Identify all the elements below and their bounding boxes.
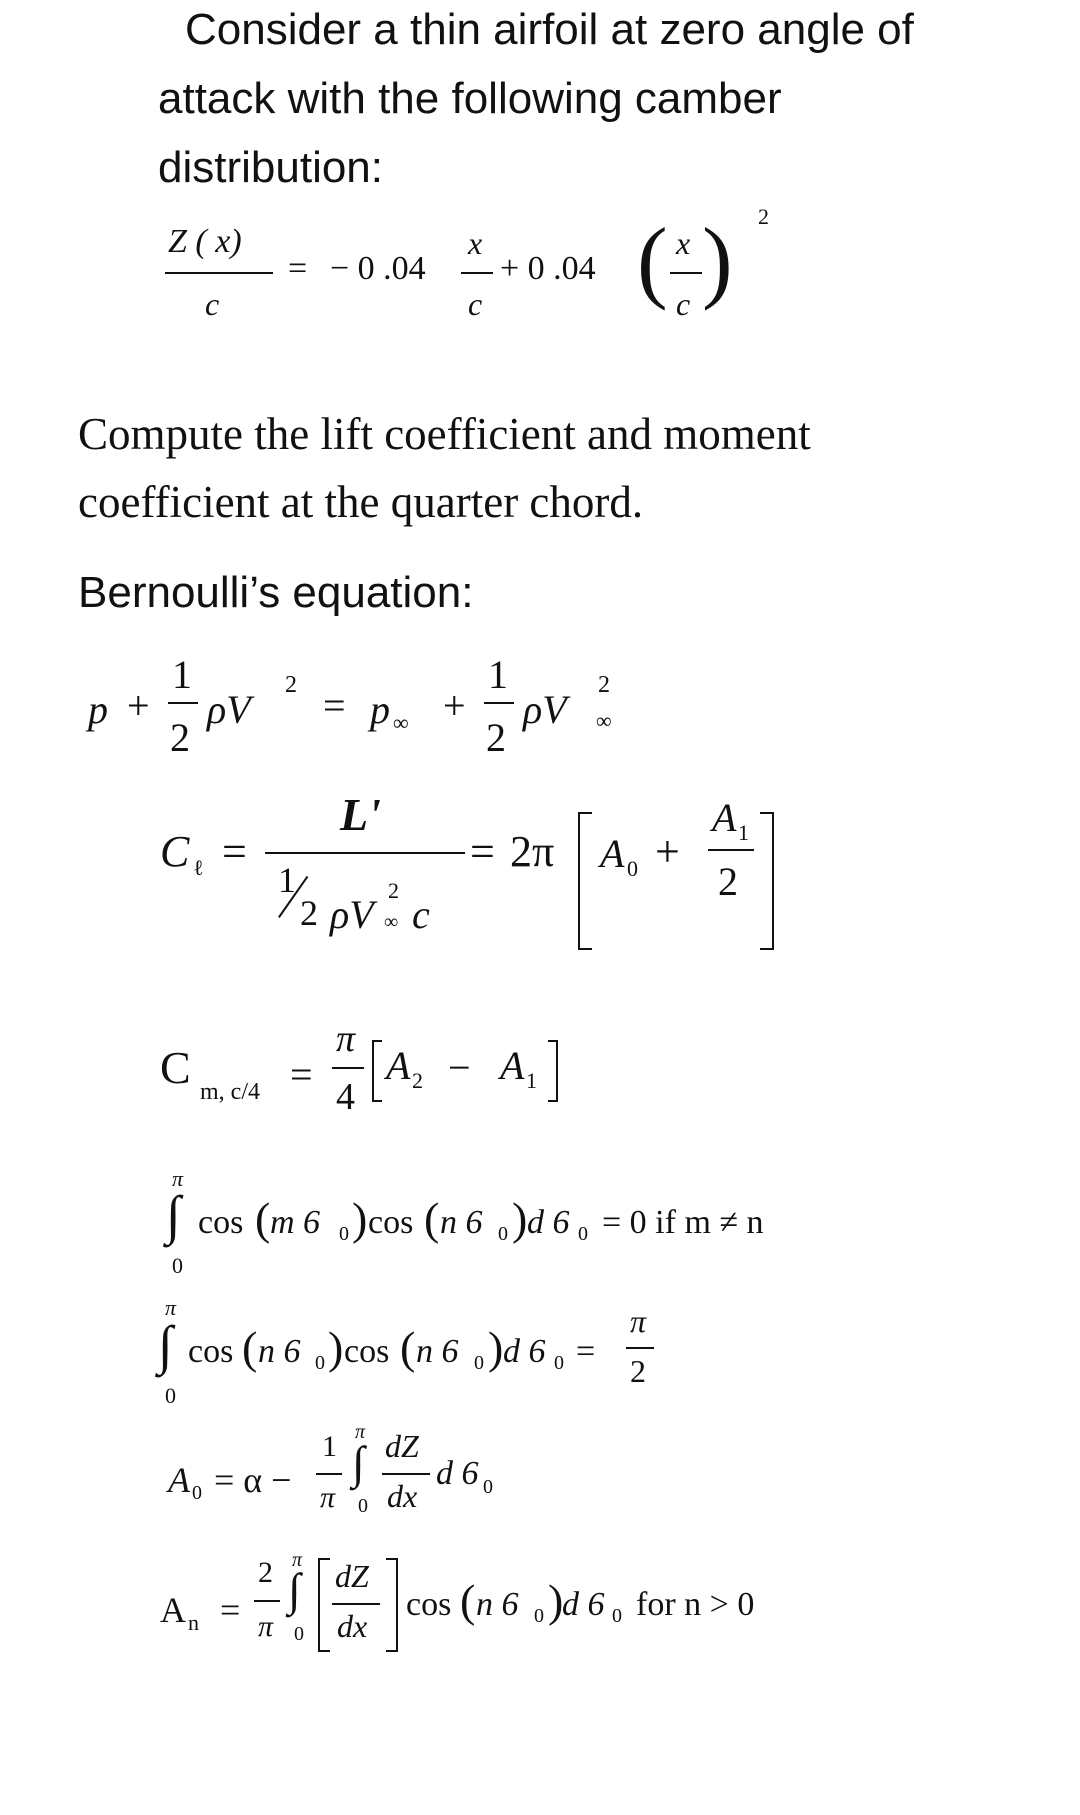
ortho1-paren-close-a: ) xyxy=(352,1193,368,1244)
cl-rho-v: ρV xyxy=(330,892,374,937)
an-dz-dx-bar xyxy=(332,1603,380,1605)
ortho1-sub-3: 0 xyxy=(578,1223,588,1245)
ortho2-sub-2: 0 xyxy=(474,1352,484,1374)
camber-lhs-denominator: c xyxy=(205,286,220,322)
cl-a1: A xyxy=(712,795,737,840)
camber-x-numerator: x xyxy=(468,225,483,261)
an-two-over-pi-bar xyxy=(254,1600,280,1602)
cm-fraction-bar xyxy=(332,1067,364,1069)
cl-subscript: ℓ xyxy=(193,855,204,880)
camber-x-fraction-bar xyxy=(461,272,493,274)
ortho2-n-theta-2: n 6 xyxy=(416,1333,459,1370)
ortho1-cos-a: cos xyxy=(198,1204,244,1241)
cl-symbol: C xyxy=(160,827,190,876)
cl-plus: + xyxy=(655,827,680,876)
ortho2-paren-close-a: ) xyxy=(328,1322,344,1373)
cl-two-pi: 2π xyxy=(510,827,555,876)
camber-left-paren: ( xyxy=(637,209,668,311)
a0-lower-limit: 0 xyxy=(358,1495,368,1517)
ortho1-d-theta: d 6 xyxy=(527,1204,570,1241)
a0-one: 1 xyxy=(322,1430,337,1463)
ortho2-d-theta: d 6 xyxy=(503,1333,546,1370)
ortho1-paren-close-b: ) xyxy=(512,1193,528,1244)
a0-upper-limit: π xyxy=(355,1421,366,1443)
camber-exponent: 2 xyxy=(758,204,769,229)
cl-den-c: c xyxy=(412,892,430,937)
bernoulli-half-1-bar xyxy=(168,702,198,704)
bernoulli-plus-2: + xyxy=(443,683,466,728)
ortho1-paren-open-b: ( xyxy=(424,1193,440,1244)
cm-pi: π xyxy=(336,1018,356,1060)
camber-paren-x-numerator: x xyxy=(676,225,691,261)
ortho1-m-theta: m 6 xyxy=(270,1204,321,1241)
ortho2-cos-b: cos xyxy=(344,1333,390,1370)
an-right-bracket xyxy=(386,1558,398,1652)
ortho2-sub-3: 0 xyxy=(554,1352,564,1374)
cm-a2-subscript: 2 xyxy=(412,1068,423,1093)
ortho1-lower-limit: 0 xyxy=(172,1253,183,1278)
a0-dz: dZ xyxy=(385,1428,419,1464)
bernoulli-inf-sub-1: ∞ xyxy=(393,710,409,735)
cl-equals-2: = xyxy=(470,827,495,876)
an-lower-limit: 0 xyxy=(294,1623,304,1645)
cm-left-bracket xyxy=(372,1040,382,1102)
camber-right-paren: ) xyxy=(702,209,733,311)
ortho2-lower-limit: 0 xyxy=(165,1383,176,1408)
bernoulli-rho-v-1: ρV xyxy=(207,687,251,732)
bernoulli-square-2: 2 xyxy=(598,672,610,698)
an-condition: for n > 0 xyxy=(636,1586,755,1623)
camber-x-denominator: c xyxy=(468,286,483,322)
cl-fraction-bar xyxy=(265,852,465,854)
a0-d-theta: d 6 xyxy=(436,1455,479,1492)
cm-four: 4 xyxy=(336,1076,355,1118)
cl-right-bracket xyxy=(760,812,774,950)
ortho1-paren-open-a: ( xyxy=(255,1193,271,1244)
an-symbol: A xyxy=(160,1590,186,1630)
a0-one-over-pi-bar xyxy=(316,1473,342,1475)
ortho2-cos-a: cos xyxy=(188,1333,234,1370)
an-integral-sign: ∫ xyxy=(288,1564,301,1615)
a0-subscript: 0 xyxy=(192,1482,202,1504)
an-subscript: n xyxy=(188,1610,199,1635)
ortho2-paren-close-b: ) xyxy=(488,1322,504,1373)
bernoulli-plus-1: + xyxy=(127,683,150,728)
ortho1-upper-limit: π xyxy=(172,1166,184,1191)
an-pi: π xyxy=(258,1610,274,1643)
ortho1-result: = 0 if m ≠ n xyxy=(602,1204,764,1241)
intro-line-2: attack with the following camber xyxy=(158,74,782,123)
an-d-theta: d 6 xyxy=(562,1586,605,1623)
ortho2-pi: π xyxy=(630,1303,647,1339)
cl-den-square: 2 xyxy=(388,878,399,903)
an-paren-open: ( xyxy=(460,1575,476,1626)
cl-a1-denominator: 2 xyxy=(718,859,738,904)
cm-a1-subscript: 1 xyxy=(526,1068,537,1093)
bernoulli-square-1: 2 xyxy=(285,672,297,698)
an-left-bracket xyxy=(318,1558,330,1652)
cl-a0: A xyxy=(600,831,625,876)
bernoulli-heading: Bernoulli’s equation: xyxy=(78,568,474,617)
cm-symbol: C xyxy=(160,1042,191,1093)
a0-integral-sign: ∫ xyxy=(352,1437,365,1488)
bernoulli-inf-sub-2: ∞ xyxy=(596,708,612,733)
an-paren-close: ) xyxy=(548,1575,564,1626)
intro-line-3: distribution: xyxy=(158,143,384,192)
cm-subscript: m, c/4 xyxy=(200,1079,260,1105)
ortho1-sub-1: 0 xyxy=(339,1223,349,1245)
ortho2-n-theta: n 6 xyxy=(258,1333,301,1370)
camber-lhs-fraction-bar xyxy=(165,272,273,274)
cm-right-bracket xyxy=(548,1040,558,1102)
bernoulli-p-inf: p xyxy=(370,687,390,732)
an-n-theta: n 6 xyxy=(476,1586,519,1623)
cm-minus: − xyxy=(448,1045,471,1090)
an-dx: dx xyxy=(337,1608,368,1644)
camber-plus-coef-2: + 0 .04 xyxy=(500,250,596,287)
cl-a1-subscript: 1 xyxy=(738,820,749,845)
an-cos: cos xyxy=(406,1586,452,1623)
cl-equals-1: = xyxy=(222,827,247,876)
ortho2-sub-1: 0 xyxy=(315,1352,325,1374)
camber-equals: = xyxy=(288,250,308,287)
bernoulli-half-1-denominator: 2 xyxy=(170,715,190,760)
ortho2-fraction-bar xyxy=(626,1347,654,1349)
an-upper-limit: π xyxy=(292,1549,303,1571)
cl-half-denominator: 2 xyxy=(300,893,318,933)
an-two: 2 xyxy=(258,1556,273,1589)
an-equals: = xyxy=(220,1590,241,1630)
ortho1-sub-2: 0 xyxy=(498,1223,508,1245)
bernoulli-half-2-bar xyxy=(484,702,514,704)
a0-dz-dx-bar xyxy=(382,1473,430,1475)
ortho2-upper-limit: π xyxy=(165,1295,177,1320)
a0-symbol: A xyxy=(168,1460,190,1500)
bernoulli-equals: = xyxy=(323,683,346,728)
task-line-2: coefficient at the quarter chord. xyxy=(78,477,644,527)
bernoulli-p: p xyxy=(88,687,108,732)
ortho2-equals: = xyxy=(576,1333,596,1370)
bernoulli-rho-v-2: ρV xyxy=(523,687,567,732)
a0-rhs: = α − xyxy=(214,1460,292,1500)
ortho2-two: 2 xyxy=(630,1353,646,1389)
cl-a0-subscript: 0 xyxy=(627,856,638,881)
an-sub-2: 0 xyxy=(612,1605,622,1627)
cl-a1-fraction-bar xyxy=(708,849,754,851)
a0-pi: π xyxy=(320,1481,336,1514)
ortho2-paren-open-b: ( xyxy=(400,1322,416,1373)
camber-coef-1: − 0 .04 xyxy=(330,250,426,287)
camber-paren-fraction-bar xyxy=(670,272,702,274)
camber-lhs-numerator: Z ( x) xyxy=(168,223,242,260)
intro-line-1: Consider a thin airfoil at zero angle of xyxy=(185,5,914,54)
ortho1-integral-sign: ∫ xyxy=(166,1185,181,1245)
a0-theta-subscript: 0 xyxy=(483,1476,493,1498)
ortho2-paren-open-a: ( xyxy=(242,1322,258,1373)
cl-lift-numerator: L' xyxy=(340,789,381,840)
cm-a2: A xyxy=(386,1043,411,1088)
cl-half-numerator: 1 xyxy=(278,860,296,900)
an-sub-1: 0 xyxy=(534,1605,544,1627)
cm-equals: = xyxy=(290,1052,313,1097)
ortho1-n-theta: n 6 xyxy=(440,1204,483,1241)
bernoulli-half-1-numerator: 1 xyxy=(172,652,192,697)
cl-left-bracket xyxy=(578,812,592,950)
task-line-1: Compute the lift coefficient and moment xyxy=(78,409,811,459)
an-dz: dZ xyxy=(335,1558,369,1594)
bernoulli-half-2-numerator: 1 xyxy=(488,652,508,697)
a0-dx: dx xyxy=(387,1478,418,1514)
ortho1-cos-b: cos xyxy=(368,1204,414,1241)
ortho2-integral-sign: ∫ xyxy=(158,1315,173,1375)
cl-den-inf: ∞ xyxy=(384,911,399,933)
bernoulli-half-2-denominator: 2 xyxy=(486,715,506,760)
cm-a1: A xyxy=(500,1043,525,1088)
camber-paren-x-denominator: c xyxy=(676,286,691,322)
